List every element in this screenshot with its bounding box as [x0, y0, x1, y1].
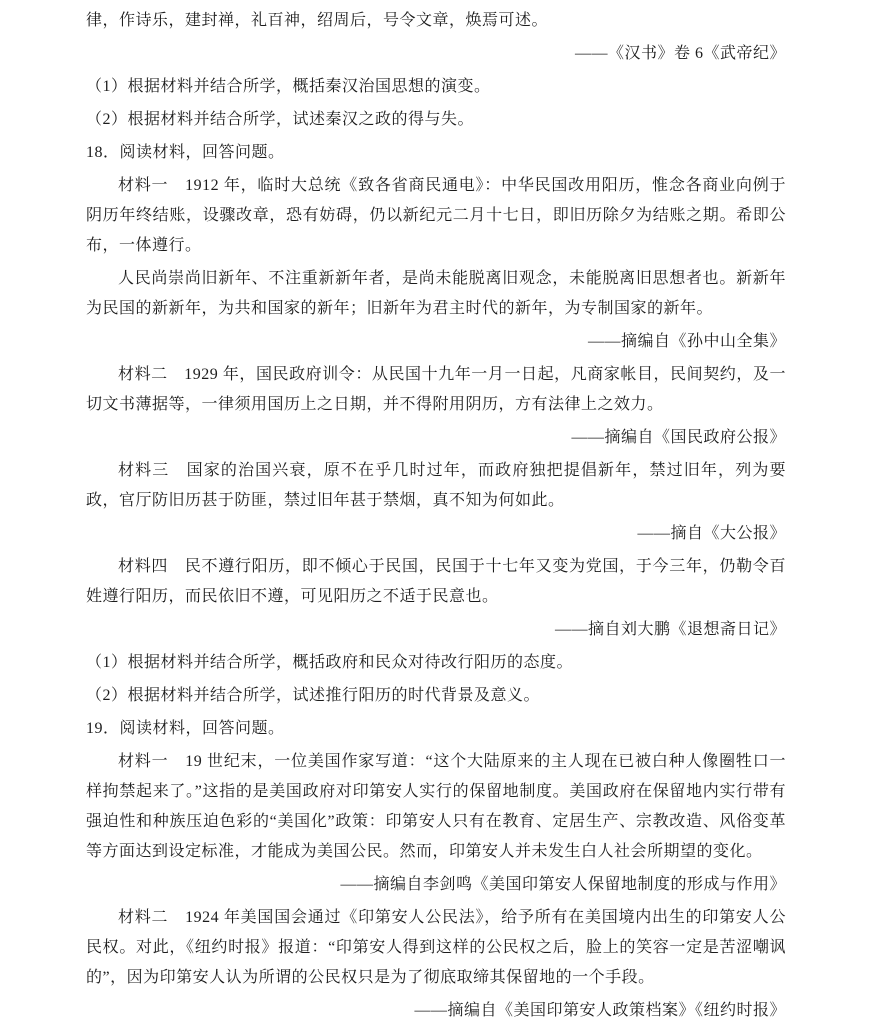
q19-material-1: 材料一 19 世纪末，一位美国作家写道：“这个大陆原来的主人现在已被白种人像圈牲口一样拘禁起来了。”这指的是美国政府对印第安人实行的保留地制度。美国政府在保留地内实行带有强迫性和种族压迫色彩的“美国化”政策：印第安人只有在教育、定居生产、宗教改造、风俗变革等方面达到设定标准，才能成为美国公民。然而，印第安人并未发生白人社会所期望的变化。	[86, 753, 786, 860]
q17-subquestion-1: （1）根据材料并结合所学，概括秦汉治国思想的演变。	[86, 78, 491, 95]
source-indian-policy-archives: ——摘编自《美国印第安人政策档案》《纽约时报》	[414, 1002, 786, 1019]
source-lijianming: ——摘编自李剑鸣《美国印第安人保留地制度的形成与作用》	[340, 876, 786, 893]
source-sunzhongshan-quanji: ——摘编自《孙中山全集》	[587, 333, 786, 350]
q18-material-3: 材料三 国家的治国兴衰，原不在乎几时过年，而政府独把提倡新年，禁过旧年，列为要政，官厅防旧历甚于防匪，禁过旧年甚于禁烟，真不知为何如此。	[86, 462, 786, 509]
q18-subquestion-1: （1）根据材料并结合所学，概括政府和民众对待改行阳历的态度。	[86, 654, 574, 671]
source-hanshu: ——《汉书》卷 6《武帝纪》	[574, 45, 786, 62]
source-dagongbao: ——摘自《大公报》	[637, 525, 786, 542]
q18-material-2: 材料二 1929 年，国民政府训令：从民国十九年一月一日起，凡商家帐目，民间契约，及一切文书薄据等，一律须用国历上之日期，并不得附用阴历，方有法律上之效力。	[86, 366, 786, 413]
source-guominzhengfu-gongbao: ——摘编自《国民政府公报》	[571, 429, 786, 446]
paragraph-continuation: 律，作诗乐，建封禅，礼百神，绍周后，号令文章，焕焉可述。	[86, 12, 549, 29]
q17-subquestion-2: （2）根据材料并结合所学，试述秦汉之政的得与失。	[86, 111, 475, 128]
q19-material-2: 材料二 1924 年美国国会通过《印第安人公民法》，给予所有在美国境内出生的印第安人公民权。对此，《纽约时报》报道：“印第安人得到这样的公民权之后，脸上的笑容一定是苦涩嘲讽的”，因为印第安人认为所谓的公民权只是为了彻底取缔其保留地的一个手段。	[86, 909, 786, 986]
q18-subquestion-2: （2）根据材料并结合所学，试述推行阳历的时代背景及意义。	[86, 687, 541, 704]
question-19-header: 19．阅读材料，回答问题。	[86, 720, 285, 737]
q18-material-4: 材料四 民不遵行阳历，即不倾心于民国，民国于十七年又变为党国，于今三年，仍勒令百姓遵行阳历，而民依旧不遵，可见阳历之不适于民意也。	[86, 558, 786, 605]
q18-material-1-paragraph2: 人民尚崇尚旧新年、不注重新新年者，是尚未能脱离旧观念，未能脱离旧思想者也。新新年为民国的新新年，为共和国家的新年；旧新年为君主时代的新年，为专制国家的新年。	[86, 270, 786, 317]
source-liudapeng-diary: ——摘自刘大鹏《退想斋日记》	[554, 621, 786, 638]
q18-material-1: 材料一 1912 年，临时大总统《致各省商民通电》：中华民国改用阳历，惟念各商业向例于阴历年终结账，设骤改章，恐有妨碍，仍以新纪元二月十七日，即旧历除夕为结账之期。希即公布，一体遵行。	[86, 177, 786, 254]
question-18-header: 18．阅读材料，回答问题。	[86, 144, 285, 161]
